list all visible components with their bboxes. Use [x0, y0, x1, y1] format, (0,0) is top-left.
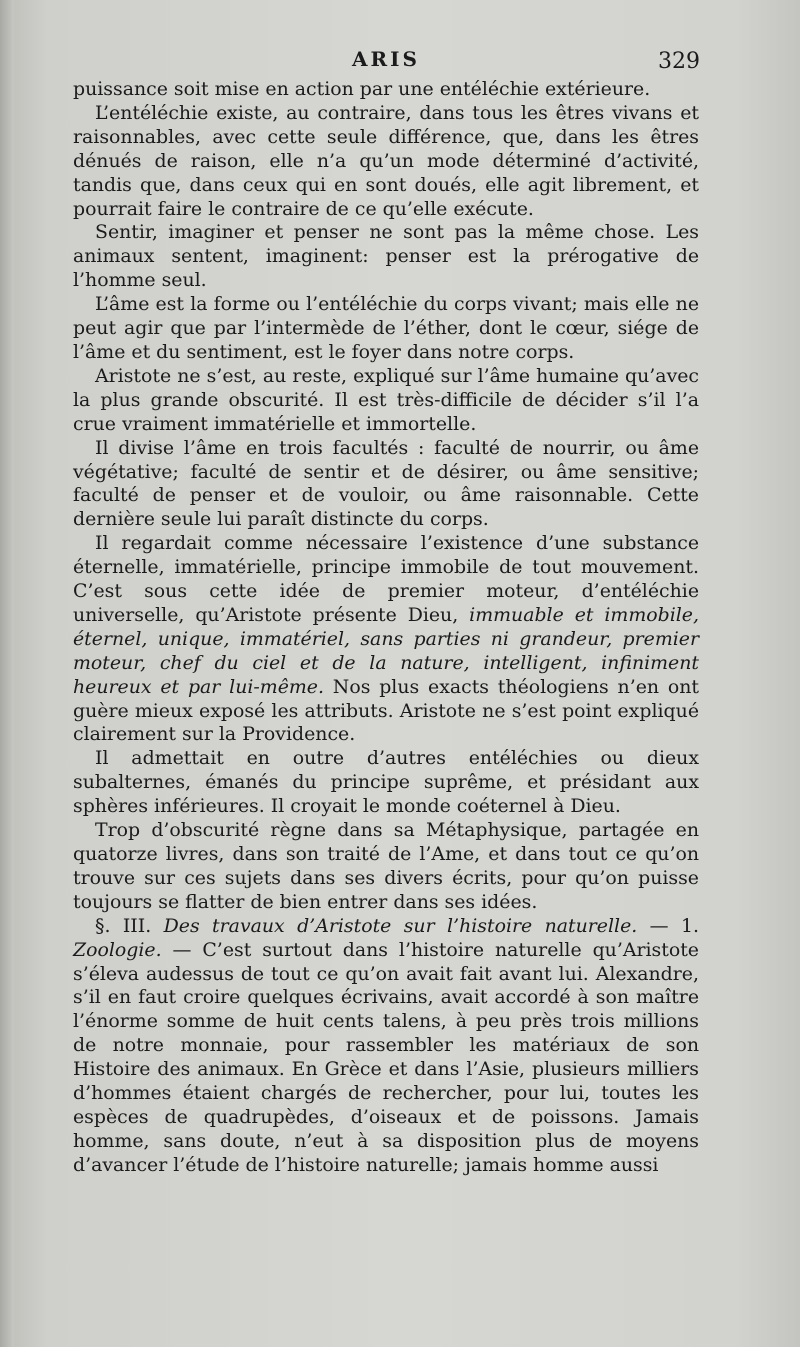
page-number: 329 — [658, 49, 700, 74]
paragraph: Aristote ne s’est, au reste, expliqué sur l’âme humaine qu’avec la plus grande obscurité. Il est très-difficile de décider s’il l’a crue vraiment immatérielle et immortelle. — [73, 364, 699, 435]
section-number: §. III. — [95, 914, 164, 937]
section-paragraph — [73, 915, 699, 1178]
text-run: Il regardait comme nécessaire l’existence d’une substance éternelle, immatérielle, principe immobile de tout mouvement. C’est sous cette idée de premier moteur, d’entéléchie universelle, qu’Aristote présente Dieu, — [73, 532, 699, 626]
paragraph — [73, 532, 699, 747]
italic-run: immuable et immobile, éternel, unique, immatériel, sans parties ni grandeur, premier moteur, chef du ciel et de la nature, intelligent, infiniment heureux et par lui-même. — [73, 603, 699, 698]
paragraph: L’âme est la forme ou l’entéléchie du corps vivant; mais elle ne peut agir que par l’intermède de l’éther, dont le cœur, siége de l’âme et du sentiment, est le foyer dans notre corps. — [73, 293, 699, 363]
section-title: Des travaux d’Aristote sur l’histoire naturelle. — [163, 914, 638, 937]
page-header — [72, 47, 700, 77]
text-run: Nos plus exacts théologiens n’en ont guère mieux exposé les attributs. Aristote ne s’est point expliqué clairement sur la Providence. — [73, 675, 699, 746]
paragraph: Sentir, imaginer et penser ne sont pas la même chose. Les animaux sentent, imaginent: penser est la prérogative de l’homme seul. — [73, 221, 699, 292]
text-run: — 1. — [637, 914, 699, 937]
subsection-title: Zoologie. — [73, 938, 162, 961]
paragraph: L’entéléchie existe, au contraire, dans tous les êtres vivans et raisonnables, avec cette seule différence, que, dans les êtres dénués de raison, elle n’a qu’un mode déterminé d’activité, tandis que, dans ceux qui en sont doués, elle agit librement, et pourrait faire le contraire de ce qu’elle exécute. — [73, 101, 699, 220]
text-run: — C’est surtout dans l’histoire naturelle qu’Aristote s’éleva audessus de tout ce qu’on avait fait avant lui. Alexandre, s’il en faut croire quelques écrivains, avait accordé à son maître l’énorme somme de huit cents talens, à peu près trois millions de notre monnaie, pour rassembler les matériaux de son Histoire des animaux. En Grèce et dans l’Asie, plusieurs milliers d’hommes étaient chargés de rechercher, pour lui, toutes les espèces de quadrupèdes, d’oiseaux et de poissons. Jamais homme, sans doute, n’eut à sa disposition plus de moyens d’avancer l’étude de l’histoire naturelle; jamais homme aussi — [73, 938, 699, 1176]
paragraph: Trop d’obscurité règne dans sa Métaphysique, partagée en quatorze livres, dans son traité de l’Ame, et dans tout ce qu’on trouve sur ces sujets dans ses divers écrits, pour qu’on puisse toujours se flatter de bien entrer dans ses idées. — [73, 819, 699, 913]
page-gutter — [0, 0, 14, 1347]
paragraph: Il admettait en outre d’autres entéléchies ou dieux subalternes, émanés du principe suprême, et présidant aux sphères inférieures. Il croyait le monde coéternel à Dieu. — [73, 747, 699, 818]
running-title: ARIS — [352, 47, 420, 71]
body-text — [73, 78, 699, 1178]
paragraph: Il divise l’âme en trois facultés : faculté de nourrir, ou âme végétative; faculté de sentir et de désirer, ou âme sensitive; faculté de penser et de vouloir, ou âme raisonnable. Cette dernière seule lui paraît distincte du corps. — [73, 436, 699, 531]
paragraph: puissance soit mise en action par une entéléchie extérieure. — [73, 78, 651, 100]
